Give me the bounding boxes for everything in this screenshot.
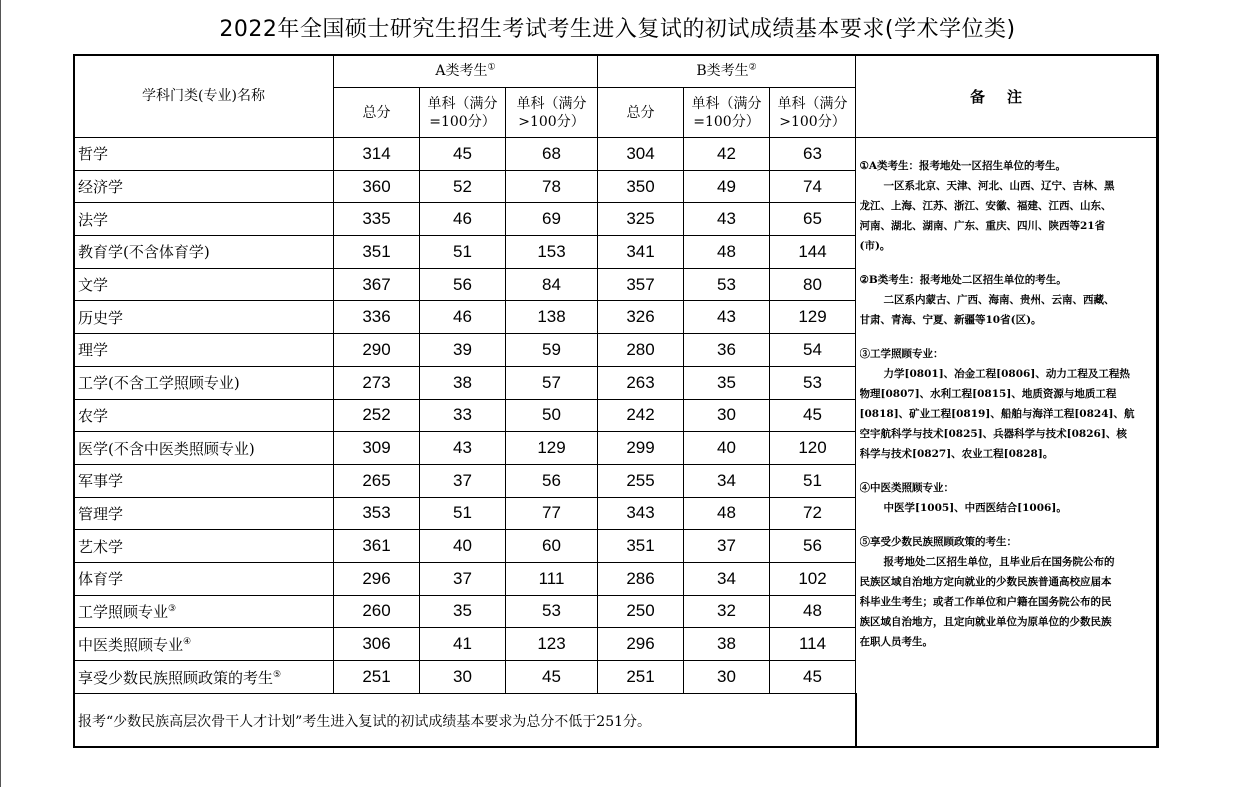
window-left-border [0,0,1,787]
page-title: 2022年全国硕士研究生招生考试考生进入复试的初试成绩基本要求(学术学位类) [219,17,1016,42]
a-total-cell: 306 [334,628,420,661]
b-gt100-cell: 102 [770,562,856,595]
subject-name: 哲学 [78,145,109,164]
a-gt100-cell: 69 [506,203,598,236]
note-line: 二区系内蒙古、广西、海南、贵州、云南、西藏、 [883,294,1115,306]
b-total-cell: 299 [598,432,684,465]
subject-name: 体育学 [78,570,124,589]
a-100-cell: 52 [420,170,506,203]
subject-name: 医学(不含中医类照顾专业) [78,439,255,458]
a-100-cell: 37 [420,562,506,595]
footnote-mark: ③ [168,603,177,614]
b-gt100-cell: 56 [770,530,856,563]
note-line: 一区系北京、天津、河北、山西、辽宁、吉林、黑 [883,180,1115,192]
b-gt100-cell: 72 [770,497,856,530]
a-single-gt100-line1: 单科（满分 [516,95,587,112]
note-line: ④中医类照顾专业： [859,482,954,494]
a-total-cell: 251 [334,661,420,694]
b-gt100-cell: 45 [770,399,856,432]
b-100-cell: 43 [684,301,770,334]
subject-name: 军事学 [78,472,124,491]
a-gt100-cell: 84 [506,268,598,301]
b-total-cell: 304 [598,138,684,171]
b-gt100-cell: 63 [770,138,856,171]
b-group-mark: ② [748,62,757,73]
note-line: (市)。 [859,240,891,252]
footer-note: 报考“少数民族高层次骨干人才计划”考生进入复试的初试成绩基本要求为总分不低于251分。 [74,694,856,748]
a-100-cell: 51 [420,497,506,530]
b-total-cell: 286 [598,562,684,595]
a-total-cell: 336 [334,301,420,334]
a-total-cell: 296 [334,562,420,595]
a-100-cell: 46 [420,301,506,334]
a-total-cell: 360 [334,170,420,203]
b-total-cell: 255 [598,464,684,497]
note-line: [0818]、矿业工程[0819]、船舶与海洋工程[0824]、航 [859,408,1135,420]
a-gt100-cell: 68 [506,138,598,171]
a-100-cell: 40 [420,530,506,563]
footnote-mark: ④ [183,636,192,647]
a-gt100-cell: 153 [506,236,598,269]
note-line: 科学与技术[0827]、农业工程[0828]。 [859,448,1054,460]
a-total-cell: 309 [334,432,420,465]
note-line: 族区域自治地方，且定向就业单位为原单位的少数民族 [859,616,1112,628]
a-total-cell: 290 [334,334,420,367]
a-100-cell: 33 [420,399,506,432]
a-100-cell: 51 [420,236,506,269]
b-gt100-cell: 144 [770,236,856,269]
b-total-cell: 263 [598,366,684,399]
b-100-cell: 37 [684,530,770,563]
b-100-cell: 32 [684,595,770,628]
b-100-cell: 49 [684,170,770,203]
b-gt100-cell: 51 [770,464,856,497]
subject-name: 历史学 [78,308,124,327]
subject-name: 法学 [78,210,109,229]
note-line: 龙江、上海、江苏、浙江、安徽、福建、江西、山东、 [859,200,1112,212]
a-100-cell: 30 [420,661,506,694]
a-100-cell: 56 [420,268,506,301]
a-total-cell: 260 [334,595,420,628]
a-gt100-cell: 59 [506,334,598,367]
a-gt100-cell: 138 [506,301,598,334]
a-total-cell: 367 [334,268,420,301]
table-outer-border [73,54,1158,748]
b-total-cell: 351 [598,530,684,563]
b-100-cell: 43 [684,203,770,236]
b-gt100-cell: 48 [770,595,856,628]
b-gt100-cell: 53 [770,366,856,399]
a-total-cell: 273 [334,366,420,399]
b-total-cell: 250 [598,595,684,628]
b-gt100-cell: 114 [770,628,856,661]
b-100-cell: 40 [684,432,770,465]
subject-name: 艺术学 [78,537,124,556]
a-gt100-cell: 57 [506,366,598,399]
b-100-cell: 48 [684,236,770,269]
b-total-header: 总分 [598,88,684,138]
b-100-cell: 53 [684,268,770,301]
b-100-cell: 34 [684,562,770,595]
subject-name: 经济学 [78,178,124,197]
note-line: ②B类考生：报考地处二区招生单位的考生。 [859,274,1067,286]
a-100-cell: 35 [420,595,506,628]
note-line: 中医学[1005]、中西医结合[1006]。 [883,502,1067,514]
b-gt100-cell: 54 [770,334,856,367]
b-total-cell: 350 [598,170,684,203]
b-single-100-line1: 单科（满分 [691,95,762,112]
b-100-cell: 30 [684,399,770,432]
b-gt100-cell: 45 [770,661,856,694]
b-gt100-cell: 129 [770,301,856,334]
note-line: 空宇航科学与技术[0825]、兵器科学与技术[0826]、核 [859,428,1127,440]
subject-name: 文学 [78,276,109,295]
b-gt100-cell: 120 [770,432,856,465]
notes-header: 备注 [856,55,1159,138]
a-gt100-cell: 60 [506,530,598,563]
subject-name: 理学 [78,341,109,360]
a-total-cell: 335 [334,203,420,236]
b-100-cell: 34 [684,464,770,497]
b-total-cell: 343 [598,497,684,530]
a-group-mark: ① [487,62,496,73]
a-gt100-cell: 78 [506,170,598,203]
a-group-label: A类考生 [435,63,488,79]
note-line: 河南、湖北、湖南、广东、重庆、四川、陕西等21省 [859,220,1106,232]
subject-header: 学科门类(专业)名称 [74,55,334,138]
a-total-cell: 361 [334,530,420,563]
b-total-cell: 357 [598,268,684,301]
a-single-100-line1: 单科（满分 [427,95,498,112]
b-total-cell: 341 [598,236,684,269]
a-gt100-cell: 77 [506,497,598,530]
b-100-cell: 42 [684,138,770,171]
subject-name: 工学照顾专业 [78,602,169,621]
a-total-header: 总分 [334,88,420,138]
b-100-cell: 38 [684,628,770,661]
a-total-cell: 353 [334,497,420,530]
b-total-cell: 251 [598,661,684,694]
a-total-cell: 314 [334,138,420,171]
b-gt100-cell: 80 [770,268,856,301]
a-total-cell: 351 [334,236,420,269]
note-line: 力学[0801]、冶金工程[0806]、动力工程及工程热 [883,368,1130,380]
note-line: ①A类考生：报考地处一区招生单位的考生。 [859,160,1067,172]
subject-name: 管理学 [78,504,124,523]
subject-name: 享受少数民族照顾政策的考生 [78,668,274,687]
a-gt100-cell: 56 [506,464,598,497]
a-100-cell: 38 [420,366,506,399]
subject-name: 工学(不含工学照顾专业) [78,374,240,393]
b-gt100-cell: 65 [770,203,856,236]
b-single-100-line2: =100分） [693,113,760,130]
note-line: ⑤享受少数民族照顾政策的考生： [859,536,1017,548]
b-100-cell: 36 [684,334,770,367]
b-total-cell: 326 [598,301,684,334]
a-gt100-cell: 123 [506,628,598,661]
a-total-cell: 252 [334,399,420,432]
a-100-cell: 45 [420,138,506,171]
note-line: 物理[0807]、水利工程[0815]、地质资源与地质工程 [859,388,1117,400]
note-line: 报考地处二区招生单位，且毕业后在国务院公布的 [883,556,1115,568]
b-single-gt100-line2: >100分） [779,113,846,130]
a-total-cell: 265 [334,464,420,497]
b-total-cell: 242 [598,399,684,432]
footnote-mark: ⑤ [273,669,282,680]
b-100-cell: 48 [684,497,770,530]
a-100-cell: 39 [420,334,506,367]
b-total-cell: 280 [598,334,684,367]
a-single-gt100-line2: >100分） [518,113,585,130]
b-total-cell: 296 [598,628,684,661]
subject-name: 中医类照顾专业 [78,635,184,654]
b-gt100-cell: 74 [770,170,856,203]
b-single-gt100-line1: 单科（满分 [777,95,848,112]
note-line: 在职人员考生。 [859,636,933,648]
note-line: 甘肃、青海、宁夏、新疆等10省(区)。 [859,314,1042,326]
b-100-cell: 30 [684,661,770,694]
a-100-cell: 37 [420,464,506,497]
a-gt100-cell: 45 [506,661,598,694]
a-100-cell: 41 [420,628,506,661]
a-gt100-cell: 111 [506,562,598,595]
subject-name: 教育学(不含体育学) [78,243,210,262]
b-100-cell: 35 [684,366,770,399]
a-100-cell: 46 [420,203,506,236]
a-gt100-cell: 50 [506,399,598,432]
a-gt100-cell: 53 [506,595,598,628]
note-line: ③工学照顾专业： [859,348,944,360]
a-gt100-cell: 129 [506,432,598,465]
b-total-cell: 325 [598,203,684,236]
note-line: 科毕业生考生；或者工作单位和户籍在国务院公布的民 [859,596,1112,608]
a-single-100-line2: =100分） [429,113,496,130]
b-group-label: B类考生 [696,63,749,79]
note-line: 民族区域自治地方定向就业的少数民族普通高校应届本 [859,576,1112,588]
subject-name: 农学 [78,406,109,425]
a-100-cell: 43 [420,432,506,465]
